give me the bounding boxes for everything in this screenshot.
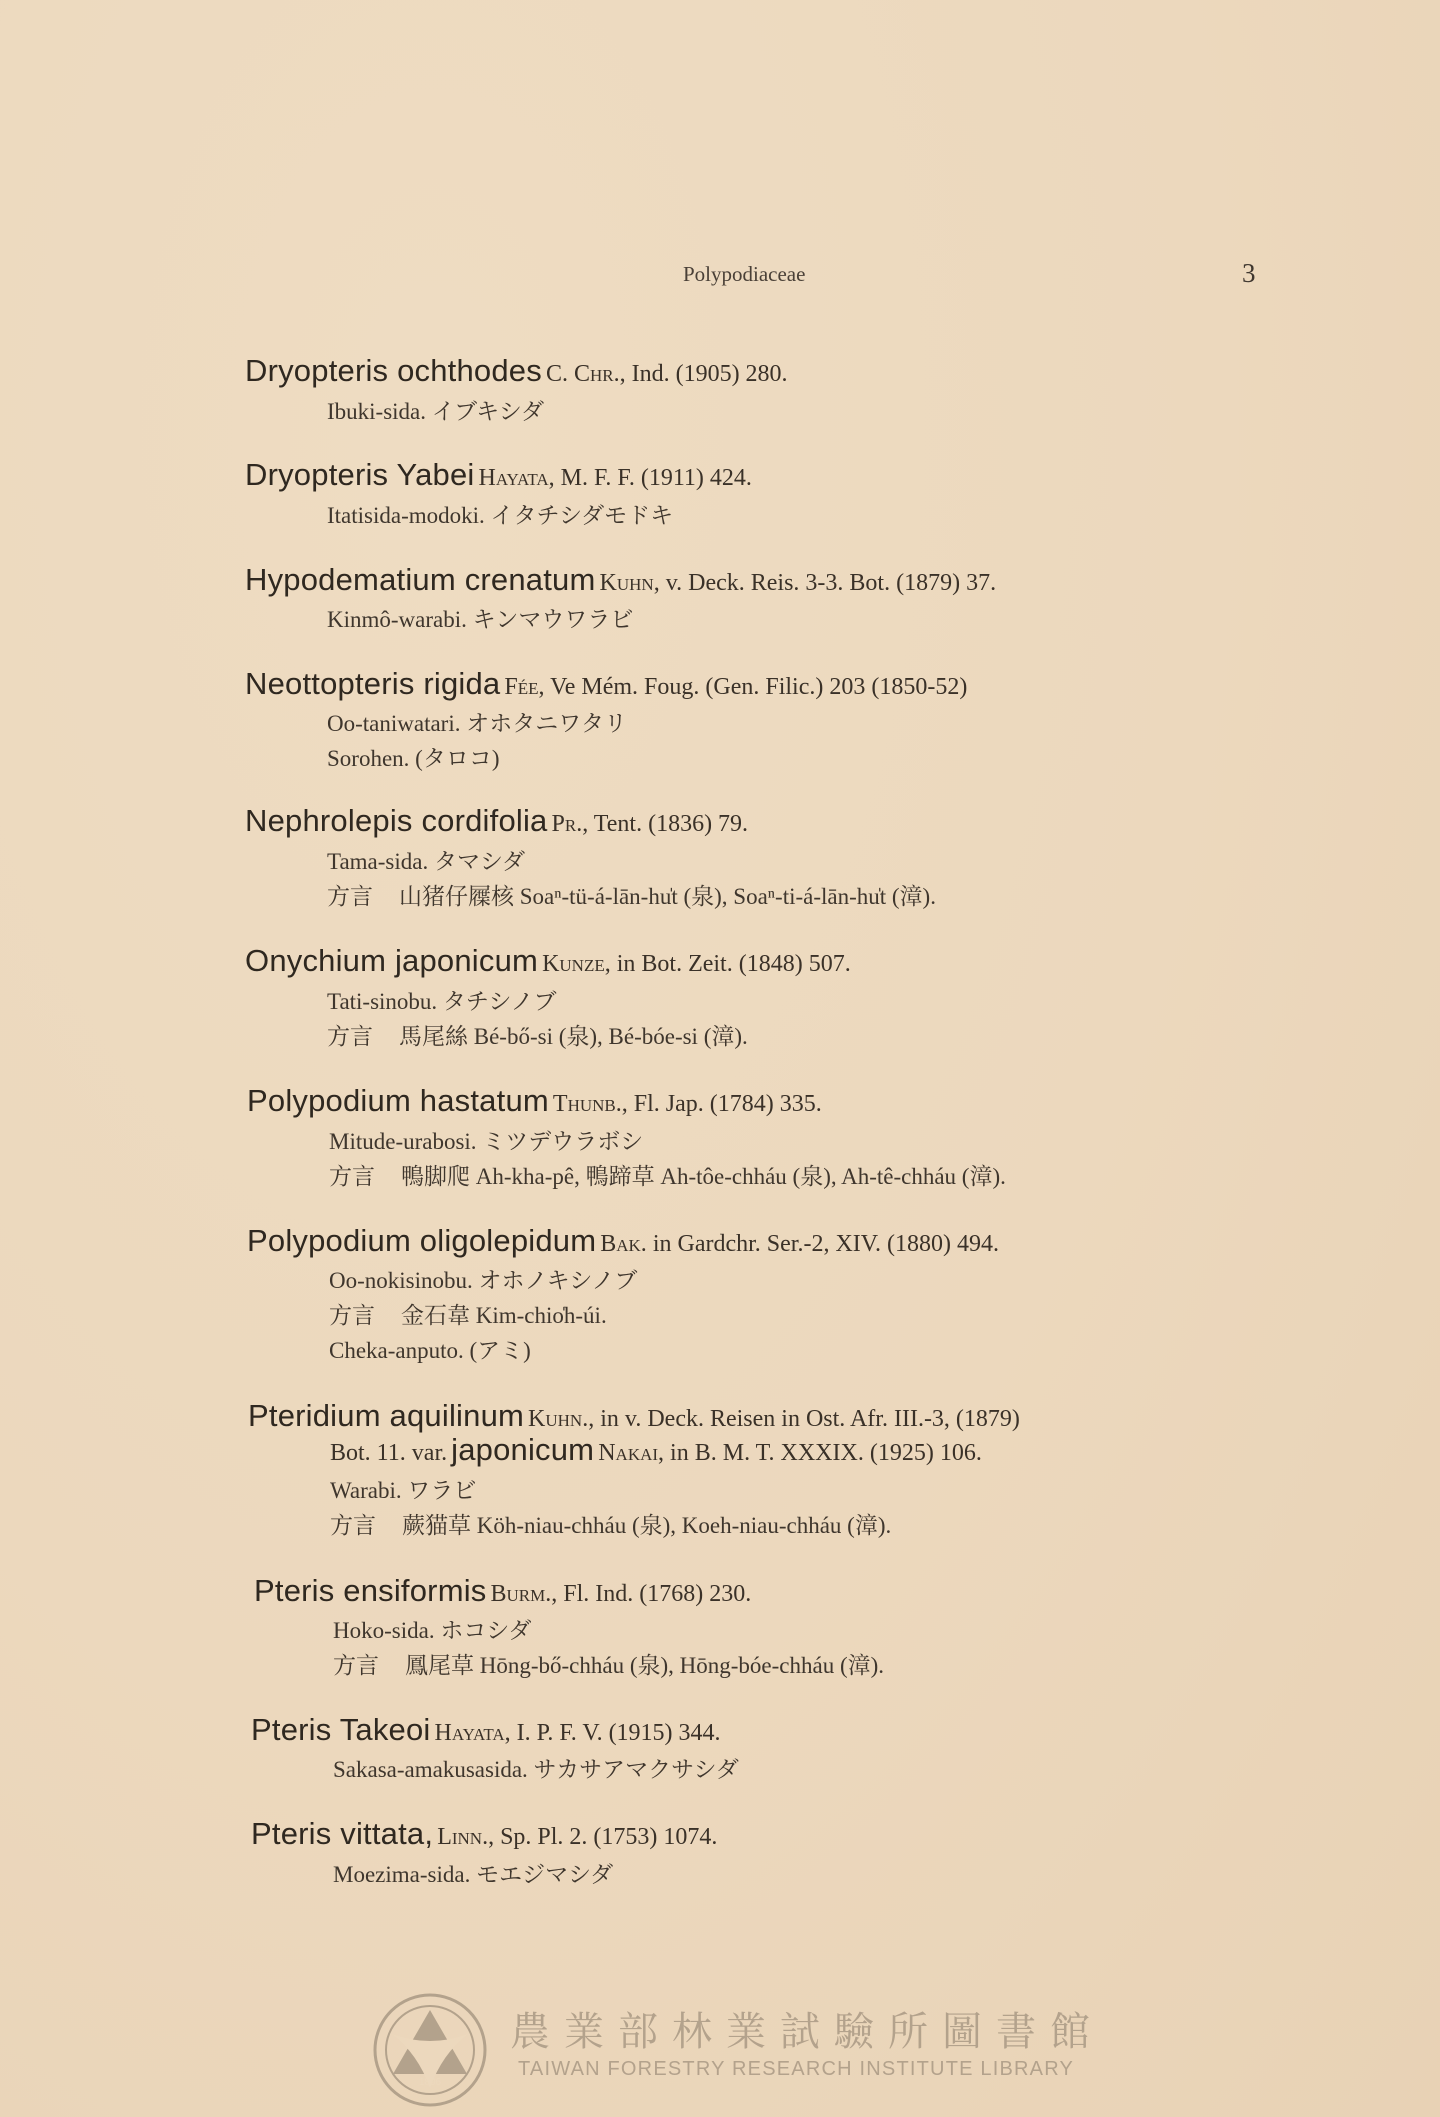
dialect-line: [330, 1507, 891, 1540]
author: Kuhn.: [528, 1406, 589, 1432]
common-name: Tati-sinobu. タチシノブ: [327, 989, 557, 1014]
citation: , v. Deck. Reis. 3-3. Bot. (1879) 37.: [653, 570, 997, 596]
local-name: Cheka-anputo. (アミ): [329, 1338, 531, 1363]
citation: , in Bot. Zeit. (1848) 507.: [604, 951, 851, 977]
scientific-name: Neottopteris rigida: [245, 666, 501, 701]
scientific-name: Polypodium hastatum: [247, 1083, 549, 1118]
scientific-name: Dryopteris Yabei: [245, 457, 475, 492]
scientific-name: Polypodium oligolepidum: [247, 1223, 597, 1258]
author: Bak.: [600, 1231, 647, 1257]
author: C. Chr.: [545, 361, 620, 387]
local-name: Sorohen. (タロコ): [327, 746, 500, 771]
common-name: Sakasa-amakusasida. サカサアマクサシダ: [333, 1757, 739, 1782]
dialect-line: [329, 1158, 1006, 1191]
common-name: Warabi. ワラビ: [330, 1478, 477, 1503]
svg-text:1896: 1896: [418, 2077, 442, 2088]
library-watermark: [370, 1990, 1104, 2110]
page-number: 3: [1242, 258, 1256, 288]
citation: in Gardchr. Ser.-2, XIV. (1880) 494.: [646, 1231, 999, 1257]
dialect-line: [333, 1647, 884, 1680]
citation: , I. P. F. V. (1915) 344.: [504, 1720, 721, 1746]
scientific-name: Onychium japonicum: [245, 943, 539, 978]
common-name: Ibuki-sida. イブキシダ: [327, 399, 544, 424]
common-name: Moezima-sida. モエジマシダ: [333, 1862, 614, 1887]
scientific-name: Pteridium aquilinum: [248, 1398, 525, 1433]
dialect-label: 方言: [330, 1513, 376, 1538]
dialect-line: [327, 878, 936, 911]
dialect-label: 方言: [333, 1653, 379, 1678]
scientific-name: Pteris vittata,: [251, 1816, 434, 1851]
dialect-line: [329, 1297, 607, 1330]
variety-author: Nakai: [598, 1440, 659, 1466]
variety-citation: , in B. M. T. XXXIX. (1925) 106.: [658, 1440, 982, 1466]
author: Kuhn: [599, 570, 654, 596]
dialect-text: 鳳尾草 Hōng-bő-chháu (泉), Hōng-bóe-chháu (漳).: [405, 1653, 885, 1678]
variety-name: japonicum: [451, 1432, 595, 1467]
dialect-label: 方言: [327, 1024, 373, 1049]
institute-seal-icon: [370, 1990, 490, 2110]
watermark-english: TAIWAN FORESTRY RESEARCH INSTITUTE LIBRARY: [518, 2058, 1075, 2080]
author: Linn.: [437, 1824, 489, 1850]
continuation-prefix: Bot. 11. var.: [330, 1440, 448, 1466]
scientific-name: Pteris ensiformis: [254, 1573, 487, 1608]
scientific-name: Dryopteris ochthodes: [245, 353, 542, 388]
author: Hayata: [478, 465, 549, 491]
common-name: Oo-taniwatari. オホタニワタリ: [327, 711, 627, 736]
scientific-name: Nephrolepis cordifolia: [245, 803, 548, 838]
dialect-text: 鴨脚爬 Ah-kha-pê, 鴨蹄草 Ah-tôe-chháu (泉), Ah-tê-chháu (漳).: [401, 1164, 1006, 1189]
citation: , Fl. Jap. (1784) 335.: [621, 1091, 822, 1117]
common-name: Mitude-urabosi. ミツデウラボシ: [329, 1129, 644, 1154]
dialect-text: 金石韋 Kim-chio̍h-úi.: [401, 1303, 607, 1328]
citation: , Ve Mém. Foug. (Gen. Filic.) 203 (1850-52): [538, 674, 968, 700]
citation: , Tent. (1836) 79.: [582, 811, 749, 837]
author: Pr.: [551, 811, 583, 837]
author: Thunb.: [552, 1091, 622, 1117]
common-name: Oo-nokisinobu. オホノキシノブ: [329, 1268, 638, 1293]
dialect-text: 馬尾絲 Bé-bő-si (泉), Bé-bóe-si (漳).: [399, 1024, 748, 1049]
author: Fée: [504, 674, 539, 700]
watermark-chinese: 農業部林業試驗所圖書館: [510, 2009, 1104, 2055]
author: Kunze: [542, 951, 605, 977]
common-name: Tama-sida. タマシダ: [327, 849, 526, 874]
citation: , Ind. (1905) 280.: [619, 361, 788, 387]
scientific-name: Hypodematium crenatum: [245, 562, 596, 597]
citation: , Sp. Pl. 2. (1753) 1074.: [488, 1824, 718, 1850]
running-head: Polypodiaceae: [683, 262, 806, 286]
citation: , in v. Deck. Reisen in Ost. Afr. III.-3, (1879): [588, 1406, 1020, 1432]
scientific-name: Pteris Takeoi: [251, 1712, 431, 1747]
common-name: Kinmô-warabi. キンマウワラビ: [327, 607, 634, 632]
author: Hayata: [434, 1720, 505, 1746]
dialect-line: [327, 1018, 748, 1051]
dialect-label: 方言: [329, 1303, 375, 1328]
author: Burm.: [490, 1581, 552, 1607]
common-name: Itatisida-modoki. イタチシダモドキ: [327, 503, 674, 528]
citation: , Fl. Ind. (1768) 230.: [551, 1581, 752, 1607]
common-name: Hoko-sida. ホコシダ: [333, 1618, 532, 1643]
citation: , M. F. F. (1911) 424.: [548, 465, 752, 491]
dialect-text: 蕨猫草 Köh-niau-chháu (泉), Koeh-niau-chháu (漳).: [402, 1513, 892, 1538]
dialect-label: 方言: [327, 884, 373, 909]
dialect-label: 方言: [329, 1164, 375, 1189]
dialect-text: 山猪仔屧核 Soaⁿ-tü-á-lān-hu̍t (泉), Soaⁿ-ti-á-lān-hu̍t (漳).: [399, 884, 936, 909]
